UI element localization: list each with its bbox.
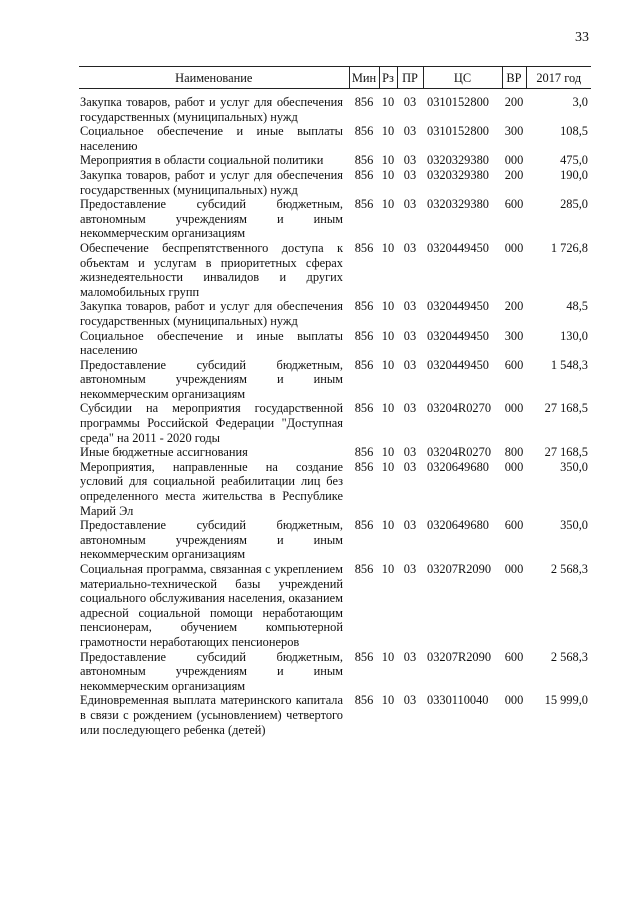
row-vr: 000 <box>504 401 524 416</box>
row-rz: 10 <box>381 649 395 664</box>
row-amount: 130,0 <box>560 328 588 343</box>
row-vr: 000 <box>504 562 524 576</box>
row-amount: 475,0 <box>560 153 588 168</box>
table-header <box>79 67 591 89</box>
row-amount: 1 548,3 <box>550 357 588 372</box>
row-cs: 03207R2090 <box>427 649 492 664</box>
row-pr: 03 <box>403 518 417 533</box>
row-cs: 03204R0270 <box>427 401 492 416</box>
row-vr: 300 <box>504 328 524 343</box>
row-rz: 10 <box>381 240 395 255</box>
row-rz: 10 <box>381 562 395 576</box>
row-cs: 0320449450 <box>427 240 489 255</box>
row-amount: 15 999,0 <box>544 693 588 708</box>
row-name: Закупка товаров, работ и услуг для обеспечения государственных (муниципальных) нужд <box>80 299 343 328</box>
row-amount: 27 168,5 <box>544 401 588 416</box>
table-row <box>79 329 591 358</box>
header-cs: ЦС <box>423 67 502 89</box>
table-row <box>79 299 591 328</box>
row-pr: 03 <box>403 167 417 182</box>
row-vr: 200 <box>504 299 524 314</box>
row-vr: 600 <box>504 357 524 372</box>
row-vr: 000 <box>504 693 524 708</box>
row-cs: 0320329380 <box>427 153 489 168</box>
row-name: Обеспечение беспрепятственного доступа к объектам и услугам в приоритетных сферах жизнедеятельности инвалидов и других маломобильных групп <box>80 240 343 299</box>
header-rz: Рз <box>379 67 397 89</box>
row-amount: 1 726,8 <box>550 240 588 255</box>
row-amount: 350,0 <box>560 518 588 533</box>
row-cs: 0320449450 <box>427 299 489 314</box>
row-vr: 600 <box>504 518 524 533</box>
row-name: Предоставление субсидий бюджетным, автономным учреждениям и иным некоммерческим организациям <box>80 518 343 562</box>
row-min: 856 <box>354 328 374 343</box>
table-body <box>79 89 591 738</box>
table-row <box>79 562 591 650</box>
row-vr: 300 <box>504 124 524 139</box>
row-rz: 10 <box>381 167 395 182</box>
row-rz: 10 <box>381 124 395 139</box>
row-name: Социальное обеспечение и иные выплаты населению <box>80 124 343 153</box>
row-min: 856 <box>354 401 374 416</box>
row-pr: 03 <box>403 357 417 372</box>
row-pr: 03 <box>403 445 417 460</box>
row-rz: 10 <box>381 328 395 343</box>
table-row <box>79 197 591 241</box>
row-min: 856 <box>354 299 374 314</box>
row-name: Предоставление субсидий бюджетным, автономным учреждениям и иным некоммерческим организациям <box>80 649 343 693</box>
row-cs: 0320329380 <box>427 197 489 212</box>
row-vr: 200 <box>504 167 524 182</box>
row-min: 856 <box>354 167 374 182</box>
row-amount: 2 568,3 <box>550 562 588 576</box>
row-pr: 03 <box>403 401 417 416</box>
row-cs: 03204R0270 <box>427 445 492 460</box>
row-pr: 03 <box>403 693 417 708</box>
row-name: Социальная программа, связанная с укреплением материально-технической базы учреждений социального обслуживания населения, оказанием адресной социальной помощи неработающим пенсионерам, обучением компьютерной грамотности неработающих пенсионеров <box>80 562 343 649</box>
row-pr: 03 <box>403 197 417 212</box>
row-min: 856 <box>354 445 374 460</box>
row-rz: 10 <box>381 95 395 109</box>
row-rz: 10 <box>381 401 395 416</box>
header-pr: ПР <box>397 67 423 89</box>
row-name: Социальное обеспечение и иные выплаты населению <box>80 328 343 358</box>
row-rz: 10 <box>381 445 395 460</box>
row-min: 856 <box>354 562 374 576</box>
row-cs: 03207R2090 <box>427 562 492 576</box>
row-pr: 03 <box>403 95 417 109</box>
row-pr: 03 <box>403 299 417 314</box>
row-min: 856 <box>354 153 374 168</box>
row-rz: 10 <box>381 518 395 533</box>
row-min: 856 <box>354 459 374 474</box>
row-amount: 190,0 <box>560 167 588 182</box>
row-name: Мероприятия в области социальной политики <box>80 153 324 168</box>
row-cs: 0310152800 <box>427 95 489 109</box>
row-vr: 000 <box>504 240 524 255</box>
row-amount: 285,0 <box>560 197 588 212</box>
row-name: Закупка товаров, работ и услуг для обеспечения государственных (муниципальных) нужд <box>80 167 343 197</box>
row-cs: 0320329380 <box>427 167 489 182</box>
row-cs: 0330110040 <box>427 693 489 708</box>
header-year: 2017 год <box>526 67 591 89</box>
row-vr: 800 <box>504 445 524 460</box>
table-row <box>79 89 591 125</box>
row-cs: 0320449450 <box>427 357 489 372</box>
row-rz: 10 <box>381 693 395 708</box>
row-min: 856 <box>354 124 374 139</box>
row-vr: 200 <box>504 95 524 109</box>
table-row <box>79 168 591 197</box>
budget-table <box>79 66 591 737</box>
row-min: 856 <box>354 197 374 212</box>
row-cs: 0320449450 <box>427 328 489 343</box>
header-min: Мин <box>349 67 379 89</box>
row-vr: 000 <box>504 153 524 168</box>
row-min: 856 <box>354 95 374 109</box>
row-rz: 10 <box>381 299 395 314</box>
row-pr: 03 <box>403 240 417 255</box>
row-min: 856 <box>354 357 374 372</box>
table-row <box>79 401 591 445</box>
header-name: Наименование <box>79 67 349 89</box>
row-pr: 03 <box>403 153 417 168</box>
row-amount: 48,5 <box>566 299 588 314</box>
table-row <box>79 241 591 299</box>
row-min: 856 <box>354 649 374 664</box>
row-rz: 10 <box>381 459 395 474</box>
row-name: Предоставление субсидий бюджетным, автономным учреждениям и иным некоммерческим организациям <box>80 357 343 401</box>
row-min: 856 <box>354 240 374 255</box>
table-row <box>79 124 591 153</box>
page-number: 33 <box>575 30 589 45</box>
row-pr: 03 <box>403 649 417 664</box>
row-rz: 10 <box>381 357 395 372</box>
row-vr: 600 <box>504 197 524 212</box>
row-name: Закупка товаров, работ и услуг для обеспечения государственных (муниципальных) нужд <box>80 95 343 124</box>
row-amount: 2 568,3 <box>550 649 588 664</box>
row-cs: 0320649680 <box>427 518 489 533</box>
row-pr: 03 <box>403 562 417 576</box>
table-row <box>79 153 591 168</box>
row-vr: 600 <box>504 649 524 664</box>
table-row <box>79 445 591 460</box>
row-pr: 03 <box>403 459 417 474</box>
table-row <box>79 518 591 562</box>
row-pr: 03 <box>403 328 417 343</box>
header-vr: ВР <box>502 67 526 89</box>
row-vr: 000 <box>504 459 524 474</box>
row-name: Единовременная выплата материнского капитала в связи с рождением (усыновлением) четвертого или последующего ребенка (детей) <box>80 693 343 737</box>
row-amount: 3,0 <box>572 95 588 109</box>
row-name: Предоставление субсидий бюджетным, автономным учреждениям и иным некоммерческим организациям <box>80 197 343 241</box>
row-amount: 108,5 <box>560 124 588 139</box>
row-rz: 10 <box>381 197 395 212</box>
row-name: Иные бюджетные ассигнования <box>80 445 248 460</box>
row-min: 856 <box>354 518 374 533</box>
row-pr: 03 <box>403 124 417 139</box>
row-amount: 27 168,5 <box>544 445 588 460</box>
table-row <box>79 650 591 694</box>
row-name: Мероприятия, направленные на создание условий для социальной реабилитации лиц без определенного места жительства в Республике Марий Эл <box>80 459 343 518</box>
table-row <box>79 460 591 518</box>
table-row <box>79 693 591 737</box>
table-row <box>79 358 591 402</box>
row-cs: 0310152800 <box>427 124 489 139</box>
row-name: Субсидии на мероприятия государственной программы Российской Федерации "Доступная среда" на 2011 - 2020 годы <box>80 401 343 445</box>
row-amount: 350,0 <box>560 459 588 474</box>
row-rz: 10 <box>381 153 395 168</box>
row-cs: 0320649680 <box>427 459 489 474</box>
row-min: 856 <box>354 693 374 708</box>
